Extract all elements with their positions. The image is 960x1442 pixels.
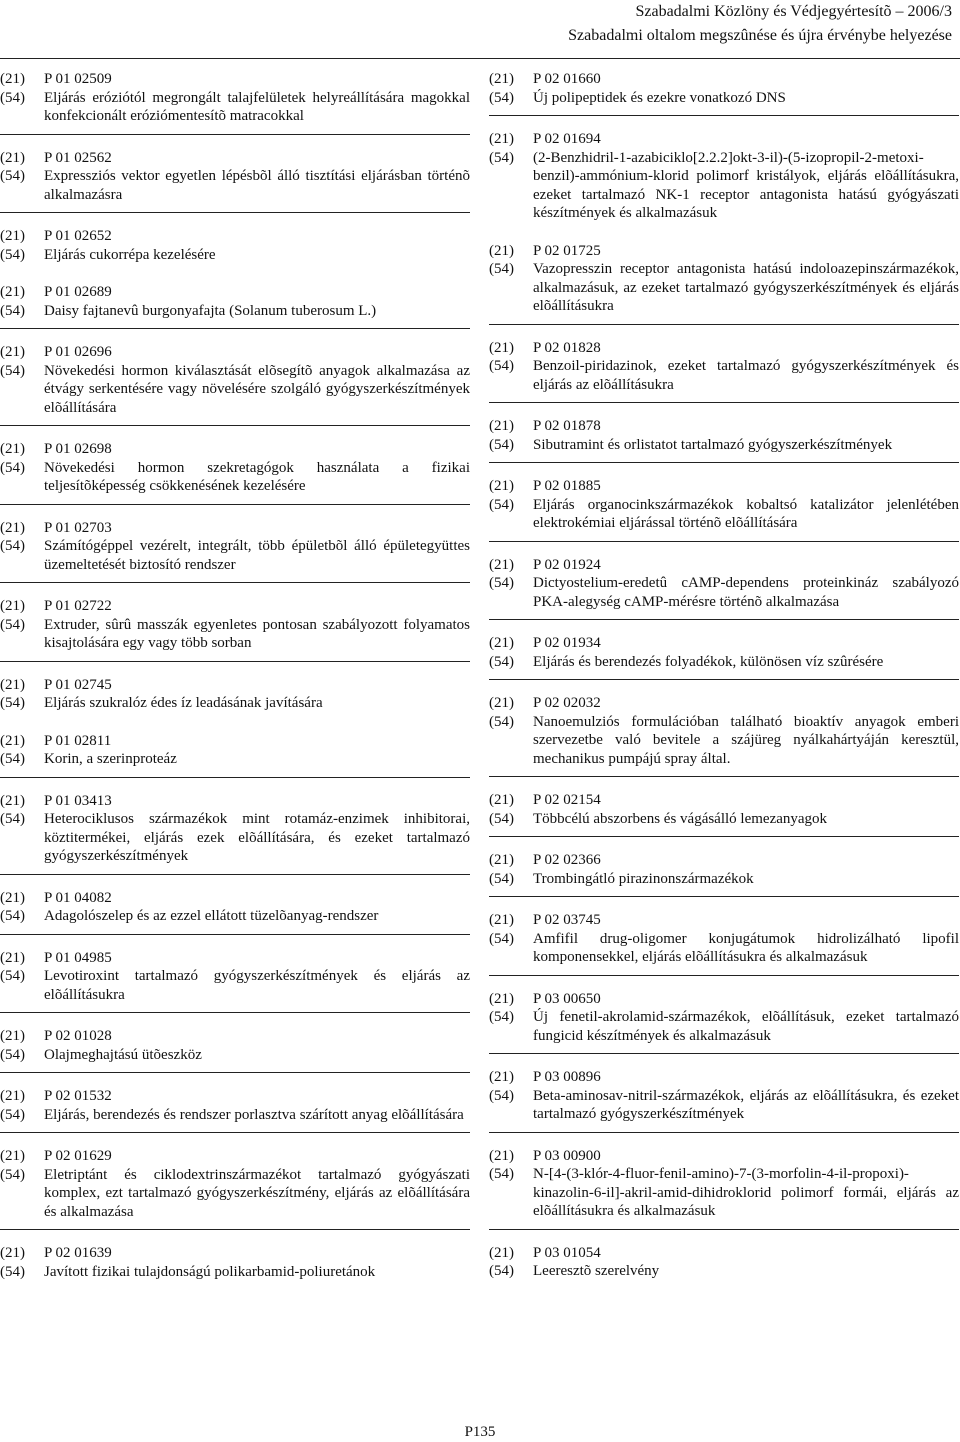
entry-divider [0,874,470,875]
inid-code-54: (54) [489,1166,514,1182]
inid-code-21: (21) [0,889,25,906]
inid-code-54: (54) [0,89,25,106]
patent-entry [489,990,959,1051]
patent-entry [0,440,470,501]
patent-entry [0,519,470,580]
application-number: P 01 03413 [44,792,112,809]
patent-entry [489,791,959,833]
patent-entry [0,1087,470,1129]
entry-gap [0,269,470,283]
invention-title: Sibutramint és orlistatot tartalmazó gyógyszerkészítmények [533,436,893,453]
entry-divider [489,896,959,897]
invention-title: Dictyostelium-eredetû cAMP-dependens proteinkináz szabályozó PKA-alegység cAMP-mérésre történõ alkalmazása [533,575,959,610]
header-subtitle: Szabadalmi oltalom megszûnése és újra érvénybe helyezése [568,27,952,44]
application-number: P 02 01639 [44,1245,112,1261]
application-number: P 02 01694 [533,131,601,147]
inid-code-21: (21) [489,1069,514,1085]
inid-code-21: (21) [489,912,514,928]
entry-divider [489,541,959,542]
entry-divider [0,777,470,778]
inid-code-21: (21) [0,344,25,360]
inid-code-21: (21) [489,792,514,808]
entry-divider [489,462,959,463]
inid-code-21: (21) [0,1028,25,1044]
patent-entry [489,1147,959,1226]
invention-title: Vazopresszin receptor antagonista hatású indoloazepinszármazékok, alkalmazásuk, az ezeket tartalmazó gyógyszerkészítmények és eljárás elõállításukra [533,261,959,314]
inid-code-54: (54) [0,1263,25,1280]
invention-title: Eljárás és berendezés folyadékok, különösen víz szûrésére [533,653,884,670]
entry-divider [489,975,959,976]
patent-entry [0,676,470,718]
page-number: P135 [464,1424,496,1440]
inid-code-54: (54) [489,575,514,591]
invention-title: Növekedési hormon szekretagógok használata a fizikai teljesítõképesség csökkenésének kezelésére [44,459,470,494]
entry-divider [489,836,959,837]
application-number: P 02 01885 [533,478,601,494]
inid-code-54: (54) [0,168,25,184]
application-number: P 01 02811 [44,732,112,749]
application-number: P 01 02722 [44,598,112,614]
invention-title: Daisy fajtanevû burgonyafajta (Solanum tuberosum L.) [44,302,377,319]
page-header [252,0,952,48]
entry-divider [0,425,470,426]
entry-divider [489,324,959,325]
invention-title: N-[4-(3-klór-4-fluor-fenil-amino)-7-(3-morfolin-4-il-propoxi)-kinazolin-6-il]-akril-amid-dihidroklorid polimorf formái, eljárás az elõállításukra és alkalmazásuk [533,1166,959,1219]
entry-divider [489,619,959,620]
application-number: P 03 00896 [533,1069,601,1085]
inid-code-54: (54) [0,616,25,633]
application-number: P 02 01828 [533,339,601,356]
application-number: P 01 02652 [44,228,112,244]
application-number: P 02 01028 [44,1028,112,1044]
invention-title: Olajmeghajtású ütõeszköz [44,1046,202,1063]
inid-code-21: (21) [0,1088,25,1104]
application-number: P 02 01629 [44,1148,112,1164]
patent-entry [0,70,470,131]
inid-code-21: (21) [489,695,514,711]
entry-divider [489,402,959,403]
invention-title: Eljárás, berendezés és rendszer porlasztva szárított anyag elõállítására [44,1106,464,1123]
inid-code-54: (54) [0,362,25,379]
inid-code-21: (21) [489,1244,514,1261]
patent-entry [0,1244,470,1286]
inid-code-54: (54) [0,811,25,827]
entry-divider [489,1229,959,1230]
invention-title: Nanoemulziós formulációban található bioaktív anyagok emberi szervezetbe való bevitele a szájüreg nyálkahártyáján keresztül, mechanikus pumpájú spray által. [533,713,959,767]
inid-code-21: (21) [0,149,25,166]
application-number: P 02 01725 [533,242,601,259]
patent-entry [0,149,470,210]
inid-code-54: (54) [489,1009,514,1025]
application-number: P 02 01934 [533,635,601,651]
invention-title: Heterociklusos származékok mint rotamáz-enzimek inhibitorai, köztitermékei, eljárás ezek elõállítására, és ezeket tartalmazó gyógyszerkészítmények [44,811,470,864]
invention-title: Extruder, sûrû masszák egyenletes pontosan szabályozott folyamatos kisajtolására egy vagy több sorban [44,616,470,651]
application-number: P 02 02032 [533,695,601,711]
invention-title: Trombingátló pirazinonszármazékok [533,870,754,887]
inid-code-21: (21) [489,990,514,1007]
patent-entry [489,417,959,459]
invention-title: Javított fizikai tulajdonságú polikarbamid-poliuretánok [44,1263,376,1280]
patent-entry [0,949,470,1010]
entry-divider [489,1132,959,1133]
invention-title: Új polipeptidek és ezekre vonatkozó DNS [533,89,786,106]
invention-title: Új fenetil-akrolamid-származékok, elõállításuk, ezeket tartalmazó fungicid készítmények és alkalmazásuk [533,1009,959,1044]
application-number: P 01 04082 [44,889,112,906]
inid-code-54: (54) [0,459,25,476]
inid-code-54: (54) [0,751,25,767]
invention-title: Eletriptánt és ciklodextrinszármazékot tartalmazó gyógyászati komplex, ezt tartalmazó gyógyszerkészítmény, eljárás az elõállítására és alkalmazása [44,1166,470,1220]
inid-code-21: (21) [489,635,514,651]
patent-entry [489,1244,959,1286]
invention-title: Többcélú abszorbens és vágásálló lemezanyagok [533,810,828,827]
invention-title: Expressziós vektor egyetlen lépésbõl álló tisztítási eljárásban történõ alkalmazásra [44,168,470,203]
patent-entry [489,130,959,228]
left-column [0,70,470,1286]
entry-divider [489,776,959,777]
invention-title: Eljárás cukorrépa kezelésére [44,246,216,263]
inid-code-21: (21) [0,949,25,966]
patent-entry [489,851,959,893]
application-number: P 01 04985 [44,949,112,966]
inid-code-21: (21) [489,242,514,259]
inid-code-21: (21) [489,1147,514,1164]
header-title: Szabadalmi Közlöny és Védjegyértesítõ – 2006/3 [635,3,952,20]
inid-code-54: (54) [489,149,514,166]
inid-code-54: (54) [0,1166,25,1183]
application-number: P 03 00650 [533,990,601,1007]
application-number: P 02 01532 [44,1088,112,1104]
inid-code-54: (54) [489,358,514,374]
inid-code-54: (54) [489,713,514,730]
inid-code-21: (21) [0,732,25,749]
application-number: P 01 02696 [44,344,112,360]
application-number: P 01 02703 [44,519,112,536]
application-number: P 03 01054 [533,1244,601,1261]
inid-code-54: (54) [0,246,25,263]
application-number: P 02 01924 [533,556,601,573]
entry-divider [0,934,470,935]
entry-divider [0,1132,470,1133]
inid-code-54: (54) [0,908,25,924]
entry-divider [489,1053,959,1054]
inid-code-54: (54) [0,1106,25,1123]
patent-entry [489,634,959,676]
patent-entry [0,343,470,422]
patent-entry [0,1147,470,1226]
invention-title: (2-Benzhidril-1-azabiciklo[2.2.2]okt-3-il)-(5-izopropil-2-metoxi-benzil)-ammónium-klorid polimorf kristályok, eljárás elõállításukra, ezeket tartalmazó NK-1 receptor antagonista hatású gyógyászati készítmények és alkalmazásuk [533,149,959,221]
inid-code-21: (21) [489,478,514,494]
application-number: P 02 01660 [533,71,601,87]
entry-divider [0,661,470,662]
invention-title: Eljárás organocinkszármazékok kobaltsó katalizátor jelenlétében elektrokémiai eljárással történõ elõállítására [533,496,959,531]
patent-entry [489,70,959,112]
inid-code-21: (21) [0,71,25,87]
invention-title: Eljárás eróziótól megrongált talajfelületek helyreállítására magokkal konfekcionált eróziómentesítõ matracokkal [44,89,470,124]
inid-code-54: (54) [0,695,25,711]
inid-code-21: (21) [489,418,514,434]
inid-code-54: (54) [0,1046,25,1063]
patent-entry [489,242,959,321]
inid-code-21: (21) [0,228,25,244]
inid-code-21: (21) [0,676,25,693]
invention-title: Beta-aminosav-nitril-származékok, eljárás az elõállításukra, és ezeket tartalmazó gyógyszerkészítmények [533,1087,959,1122]
entry-divider [489,679,959,680]
patent-entry [489,556,959,617]
application-number: P 02 02154 [533,792,601,808]
inid-code-54: (54) [0,968,25,984]
entry-divider [0,328,470,329]
invention-title: Adagolószelep és az ezzel ellátott tüzelõanyag-rendszer [44,908,379,924]
invention-title: Korin, a szerinproteáz [44,751,177,767]
inid-code-21: (21) [0,1148,25,1164]
patent-entry [489,694,959,773]
header-rule [0,58,960,59]
inid-code-21: (21) [0,792,25,809]
inid-code-21: (21) [489,556,514,573]
entry-divider [0,504,470,505]
inid-code-54: (54) [489,261,514,277]
invention-title: Amfifil drug-oligomer konjugátumok hidrolizálható lipofil komponensekkel, eljárás elõállításukra és alkalmazásuk [533,930,959,965]
entry-divider [0,1012,470,1013]
entry-divider [0,582,470,583]
inid-code-54: (54) [489,436,514,453]
inid-code-21: (21) [489,131,514,147]
application-number: P 03 00900 [533,1147,601,1164]
invention-title: Benzoil-piridazinok, ezeket tartalmazó gyógyszerkészítmények és eljárás az elõállításukra [533,358,959,393]
inid-code-54: (54) [489,1263,514,1279]
patent-entry [0,597,470,658]
patent-entry [489,477,959,538]
application-number: P 01 02745 [44,676,112,693]
entry-divider [489,115,959,116]
inid-code-21: (21) [0,284,25,300]
inid-code-21: (21) [0,1245,25,1261]
entry-gap [0,718,470,732]
entry-gap [489,228,959,242]
patent-entry [0,1027,470,1069]
right-column [489,70,959,1286]
inid-code-54: (54) [489,810,514,827]
inid-code-21: (21) [0,519,25,536]
application-number: P 02 01878 [533,418,601,434]
patent-entry [0,227,470,269]
inid-code-21: (21) [0,598,25,614]
application-number: P 01 02689 [44,284,112,300]
invention-title: Leeresztõ szerelvény [533,1263,660,1279]
inid-code-54: (54) [489,89,514,106]
inid-code-54: (54) [489,870,514,887]
inid-code-54: (54) [489,496,514,513]
patent-entry [0,889,470,931]
entry-divider [0,134,470,135]
patent-entry [0,283,470,325]
application-number: P 01 02509 [44,71,112,87]
patent-entry [0,732,470,774]
inid-code-21: (21) [489,339,514,356]
application-number: P 01 02698 [44,441,112,457]
inid-code-54: (54) [489,653,514,670]
patent-entry [0,792,470,871]
entry-divider [0,1229,470,1230]
inid-code-21: (21) [0,441,25,457]
inid-code-21: (21) [489,71,514,87]
application-number: P 01 02562 [44,149,112,166]
invention-title: Számítógéppel vezérelt, integrált, több épületbõl álló épületegyüttes üzemeltetését biztosító rendszer [44,538,470,573]
inid-code-54: (54) [0,538,25,554]
patent-entry [489,1068,959,1129]
invention-title: Levotiroxint tartalmazó gyógyszerkészítmények és eljárás az elõállításukra [44,968,470,1003]
application-number: P 02 02366 [533,852,601,868]
inid-code-54: (54) [489,930,514,947]
entry-divider [0,212,470,213]
entry-divider [0,1072,470,1073]
invention-title: Növekedési hormon kiválasztását elõsegítõ anyagok alkalmazása az étvágy serkentésére vagy növelésére szolgáló gyógyszerkészítmények elõállítására [44,362,470,416]
inid-code-21: (21) [489,852,514,868]
inid-code-54: (54) [0,302,25,319]
invention-title: Eljárás szukralóz édes íz leadásának javítására [44,695,323,711]
patent-entry [489,911,959,972]
inid-code-54: (54) [489,1087,514,1104]
application-number: P 02 03745 [533,912,601,928]
patent-entry [489,339,959,400]
